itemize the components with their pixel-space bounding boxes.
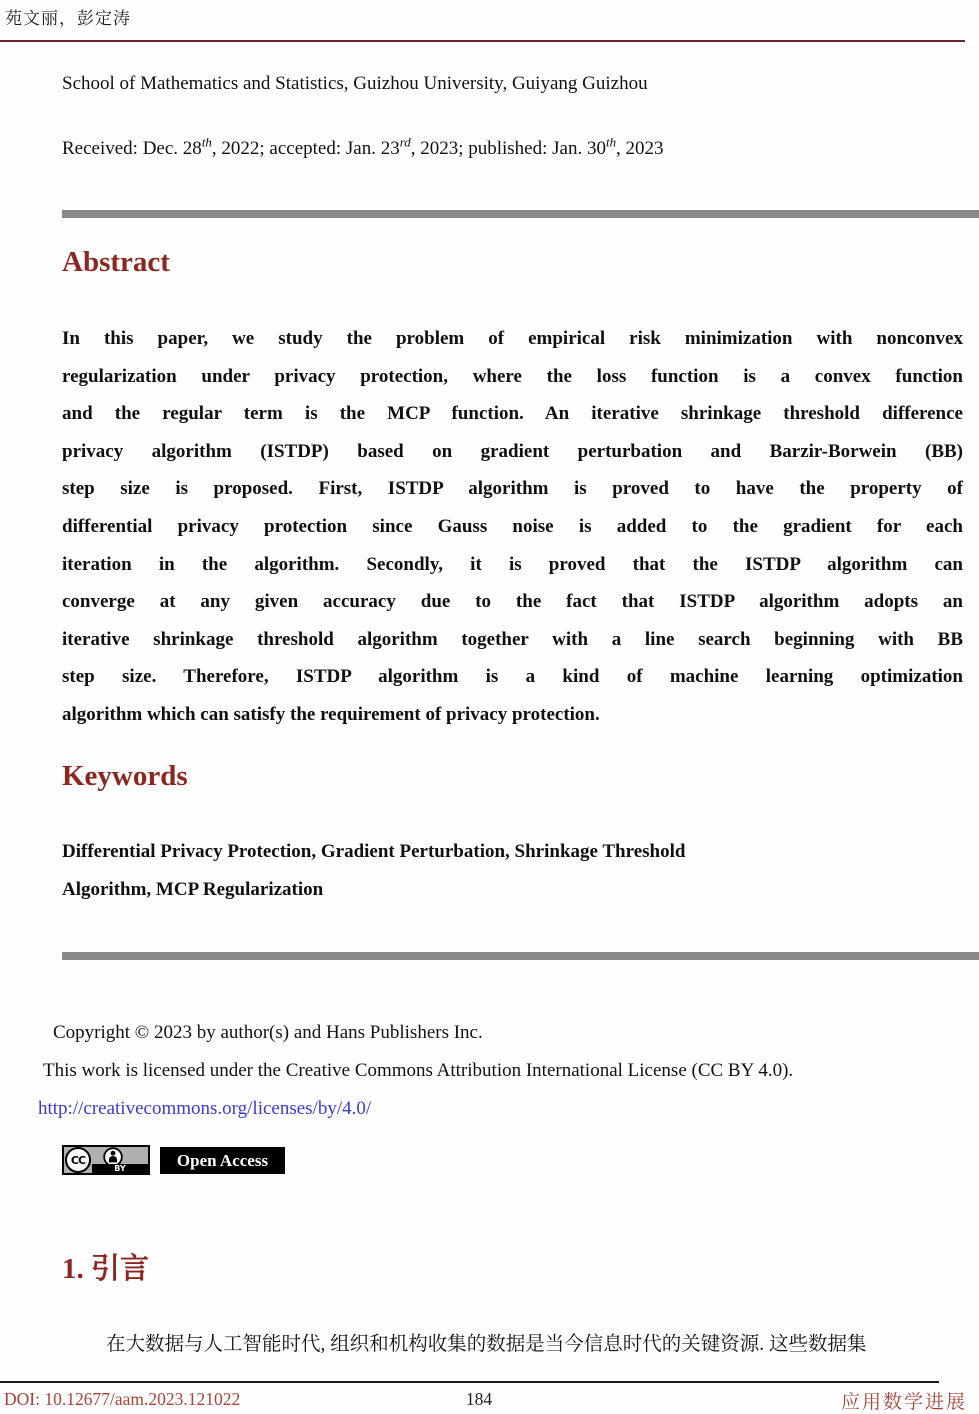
abstract-line: algorithm which can satisfy the requirement of privacy protection. <box>62 703 600 725</box>
abstract-heading: Abstract <box>62 246 170 278</box>
abstract-line: iterative shrinkage threshold algorithm together with a line search beginning with BB <box>62 628 963 650</box>
received-line <box>62 134 664 160</box>
section-divider-bottom <box>62 952 979 960</box>
footer-page-number: 184 <box>465 1389 493 1409</box>
running-header-authors: 苑文丽，彭定涛 <box>5 9 131 28</box>
keywords-heading: Keywords <box>62 760 188 792</box>
received-text: , 2023; published: Jan. 30 <box>410 138 606 159</box>
license-url-link[interactable]: http://creativecommons.org/licenses/by/4.0/ <box>38 1098 372 1119</box>
received-sup: rd <box>399 134 411 150</box>
abstract-line: regularization under privacy protection, where the loss function is a convex function <box>62 365 963 387</box>
abstract-text <box>62 320 963 734</box>
received-sup: th <box>605 134 617 150</box>
open-access-badge[interactable] <box>160 1147 285 1174</box>
abstract-line: converge at any given accuracy due to the fact that ISTDP algorithm adopts an <box>62 591 963 613</box>
intro-heading: 1. 引言 <box>62 1253 150 1285</box>
cc-by-badge[interactable] <box>62 1145 150 1175</box>
keywords-text <box>62 833 963 909</box>
received-text: , 2022; accepted: Jan. 23 <box>211 138 400 159</box>
footer-rule <box>0 1381 939 1383</box>
received-text: , 2023 <box>616 138 664 159</box>
by-label: BY <box>92 1164 148 1173</box>
footer-journal-name: 应用数学进展 <box>840 1392 967 1413</box>
header-rule <box>0 40 965 42</box>
intro-paragraph: 在大数据与人工智能时代, 组织和机构收集的数据是当今信息时代的关键资源. 这些数据集 <box>106 1334 867 1355</box>
keywords-line: Differential Privacy Protection, Gradient Perturbation, Shrinkage Threshold <box>62 841 686 862</box>
cc-icon: CC <box>65 1147 91 1173</box>
keywords-line: Algorithm, MCP Regularization <box>62 879 324 900</box>
abstract-line: In this paper, we study the problem of empirical risk minimization with nonconvex <box>62 328 963 349</box>
copyright-line: Copyright © 2023 by author(s) and Hans Publishers Inc. <box>53 1022 483 1043</box>
abstract-line: differential privacy protection since Gauss noise is added to the gradient for each <box>62 515 963 537</box>
license-statement: This work is licensed under the Creative Commons Attribution International License (CC BY 4.0). <box>43 1060 794 1081</box>
affiliation-line: School of Mathematics and Statistics, Guizhou University, Guiyang Guizhou <box>62 73 648 94</box>
received-sup: th <box>201 134 212 150</box>
abstract-line: privacy algorithm (ISTDP) based on gradient perturbation and Barzir-Borwein (BB) <box>62 440 963 462</box>
abstract-line: iteration in the algorithm. Secondly, it is proved that the ISTDP algorithm can <box>62 553 963 575</box>
open-access-label: Open Access <box>176 1150 269 1170</box>
abstract-line: and the regular term is the MCP function. An iterative shrinkage threshold difference <box>62 403 963 425</box>
abstract-line: step size is proposed. First, ISTDP algorithm is proved to have the property of <box>62 478 963 500</box>
section-divider-top <box>62 210 979 218</box>
abstract-line: step size. Therefore, ISTDP algorithm is a kind of machine learning optimization <box>62 666 963 688</box>
received-text: Received: Dec. 28 <box>62 138 202 159</box>
footer-doi: DOI: 10.12677/aam.2023.121022 <box>4 1389 241 1409</box>
